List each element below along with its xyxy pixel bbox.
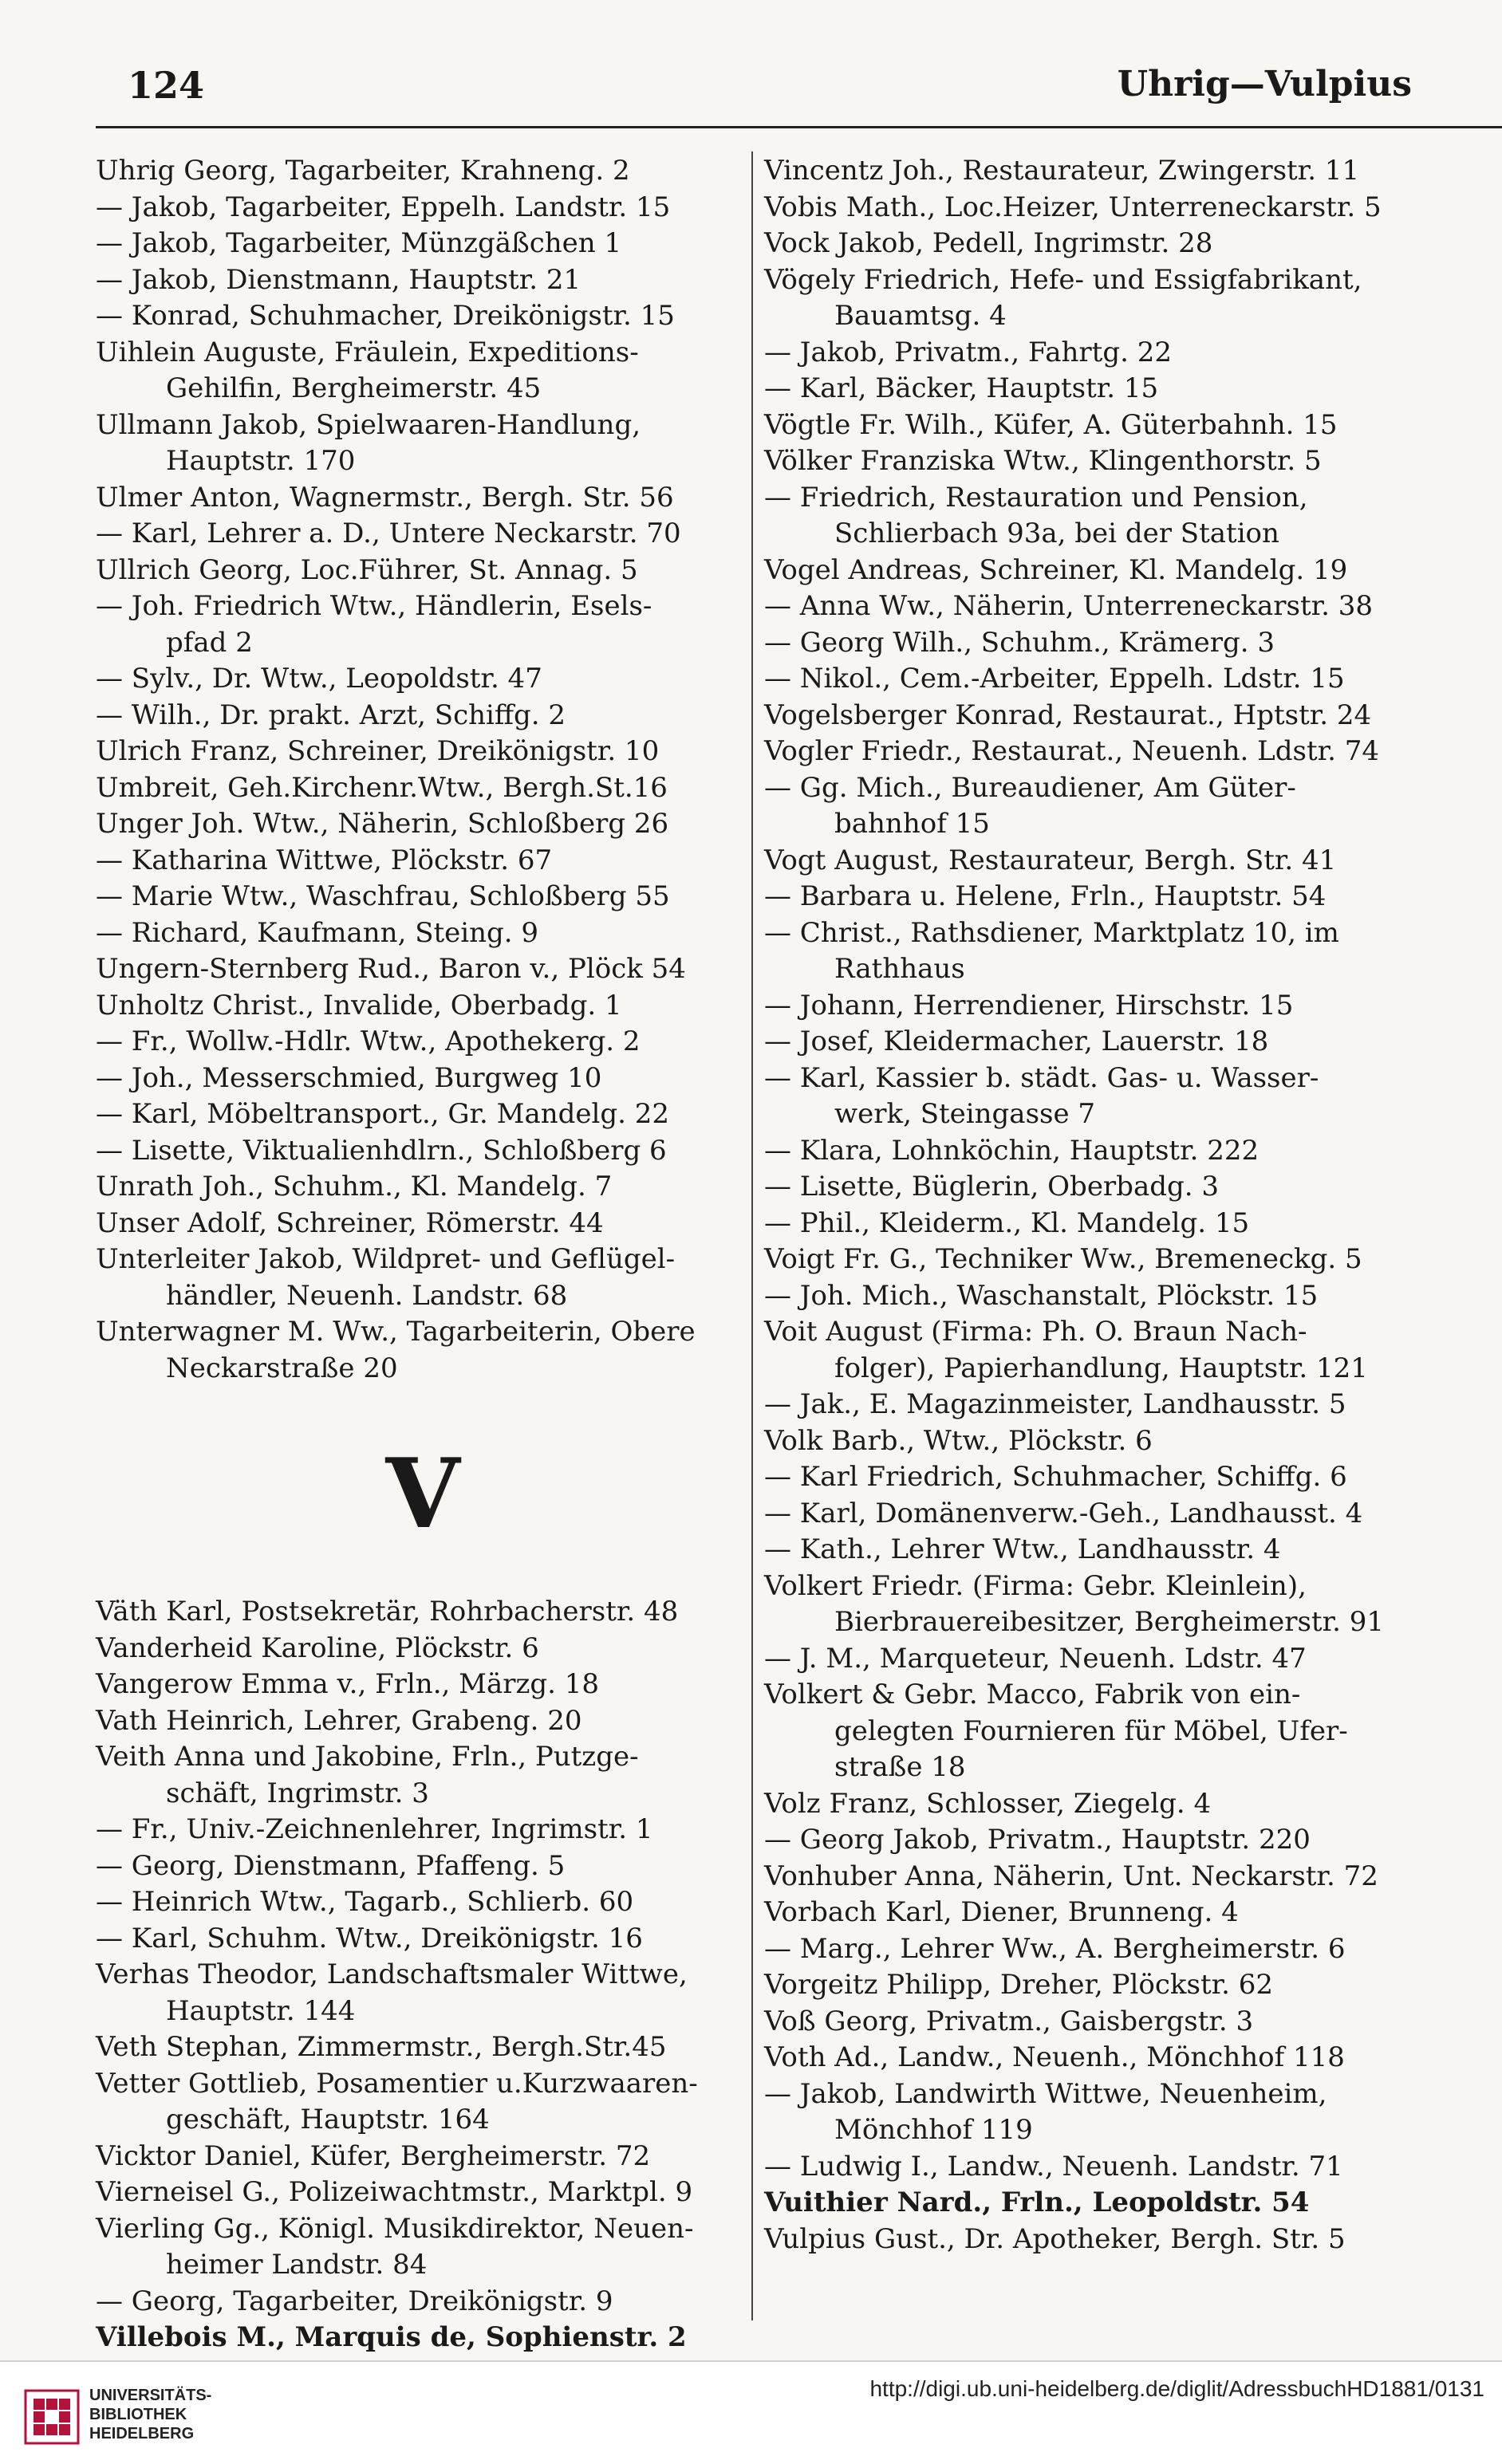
directory-entry (764, 1242, 1402, 1278)
directory-entry (96, 843, 750, 880)
entry-text: Unterwagner M. Ww., Tagarbeiterin, Obere (96, 1316, 696, 1348)
entry-text: — Katharina Wittwe, Plöckstr. 67 (96, 844, 553, 876)
entry-text: — Klara, Lohnköchin, Hauptstr. 222 (764, 1134, 1260, 1167)
directory-entry (96, 190, 750, 226)
directory-entry (764, 1931, 1402, 1968)
entry-text: — Nikol., Cem.-Arbeiter, Eppelh. Ldstr. 15 (764, 663, 1345, 695)
entry-continuation: händler, Neuenh. Landstr. 68 (166, 1279, 568, 1312)
entry-text: Vanderheid Karoline, Plöckstr. 6 (96, 1632, 539, 1664)
directory-entry (764, 190, 1402, 226)
directory-entry (96, 1848, 750, 1885)
entry-text: Voigt Fr. G., Techniker Ww., Bremeneckg. 5 (764, 1243, 1362, 1275)
entry-continuation: bahnhof 15 (834, 808, 990, 840)
column-divider (751, 152, 753, 2320)
entry-text: Vath Heinrich, Lehrer, Grabeng. 20 (96, 1704, 582, 1737)
entry-text: Ulmer Anton, Wagnermstr., Bergh. Str. 56 (96, 481, 674, 514)
entry-text: — Joh. Mich., Waschanstalt, Plöckstr. 15 (764, 1279, 1319, 1312)
entry-text: Vierling Gg., Königl. Musikdirektor, Neuen- (96, 2212, 694, 2245)
directory-entry (96, 770, 750, 807)
entry-text: Vangerow Emma v., Frln., Märzg. 18 (96, 1668, 600, 1700)
entry-continuation: Rathhaus (834, 953, 965, 985)
entry-text: — Marg., Lehrer Ww., A. Bergheimerstr. 6 (764, 1932, 1346, 1965)
entry-text: — Georg, Dienstmann, Pfaffeng. 5 (96, 1849, 566, 1882)
entry-text: Unterleiter Jakob, Wildpret- und Geflügel- (96, 1243, 676, 1275)
entry-continuation: werk, Steingasse 7 (834, 1098, 1096, 1130)
directory-entry (96, 588, 750, 661)
directory-entry (96, 1739, 750, 1812)
directory-entry (96, 262, 750, 299)
directory-entry (764, 153, 1402, 190)
entry-continuation: geschäft, Hauptstr. 164 (166, 2104, 490, 2135)
entry-continuation: Bierbrauereibesitzer, Bergheimerstr. 91 (834, 1606, 1384, 1638)
right-column (764, 153, 1402, 2257)
entry-text: Vincentz Joh., Restaurateur, Zwingerstr. 11 (764, 155, 1360, 187)
directory-entry (96, 2029, 750, 2066)
entry-text: — Karl, Kassier b. städt. Gas- u. Wasser- (764, 1061, 1319, 1094)
directory-entry (96, 1957, 750, 2029)
directory-entry (764, 371, 1402, 407)
entry-text: — Jakob, Landwirth Wittwe, Neuenheim, (764, 2077, 1327, 2110)
entry-text: — Johann, Herrendiener, Hirschstr. 15 (764, 989, 1294, 1021)
directory-entry (96, 1884, 750, 1921)
directory-entry (764, 2076, 1402, 2149)
directory-entry (764, 1387, 1402, 1423)
directory-entry (96, 516, 750, 553)
directory-entry (96, 806, 750, 843)
entry-continuation: heimer Landstr. 84 (166, 2249, 428, 2281)
directory-entry (96, 1242, 750, 1314)
entry-text: Vorbach Karl, Diener, Brunneng. 4 (764, 1896, 1239, 1928)
library-name-line: BIBLIOTHEK (89, 2406, 187, 2423)
directory-entry (764, 407, 1402, 444)
directory-entry (764, 698, 1402, 734)
directory-entry (96, 226, 750, 262)
directory-entry (96, 1812, 750, 1848)
directory-entry (96, 553, 750, 589)
directory-entry (764, 262, 1402, 335)
entry-text: Vonhuber Anna, Näherin, Unt. Neckarstr. 72 (764, 1860, 1378, 1892)
directory-entry (96, 1314, 750, 1387)
directory-entry (764, 1278, 1402, 1315)
entry-continuation: schäft, Ingrimstr. 3 (166, 1777, 429, 1809)
entry-text: — Richard, Kaufmann, Steing. 9 (96, 916, 539, 949)
directory-entry (764, 661, 1402, 698)
directory-entry (96, 2320, 750, 2356)
directory-entry (764, 553, 1402, 589)
entry-text: — Jakob, Dienstmann, Hauptstr. 21 (96, 263, 581, 296)
entry-text: Villebois M., Marquis de, Sophienstr. 2 (96, 2321, 687, 2353)
entry-text: — Jakob, Tagarbeiter, Eppelh. Landstr. 15 (96, 191, 671, 223)
directory-entry (764, 1061, 1402, 1133)
directory-entry (764, 1423, 1402, 1460)
right-entries (764, 153, 1402, 2257)
entry-text: — Karl, Bäcker, Hauptstr. 15 (764, 372, 1159, 404)
footer (0, 2360, 1502, 2464)
entry-text: — Phil., Kleiderm., Kl. Mandelg. 15 (764, 1206, 1250, 1239)
entry-text: Volkert Friedr. (Firma: Gebr. Kleinlein), (764, 1569, 1307, 1602)
entry-text: Unholtz Christ., Invalide, Oberbadg. 1 (96, 989, 622, 1021)
directory-entry (764, 1314, 1402, 1387)
directory-entry (764, 915, 1402, 988)
entry-text: — Marie Wtw., Waschfrau, Schloßberg 55 (96, 880, 670, 912)
directory-entry (96, 1631, 750, 1667)
directory-entry (96, 1667, 750, 1703)
header-rule (96, 126, 1502, 128)
entry-text: Vögtle Fr. Wilh., Küfer, A. Güterbahnh. 15 (764, 408, 1338, 441)
directory-entry (96, 407, 750, 480)
entry-text: Ulrich Franz, Schreiner, Dreikönigstr. 10 (96, 735, 660, 767)
entry-text: Unrath Joh., Schuhm., Kl. Mandelg. 7 (96, 1171, 613, 1202)
entry-text: Vogel Andreas, Schreiner, Kl. Mandelg. 19 (764, 553, 1348, 586)
directory-entry (96, 298, 750, 335)
entry-text: Volk Barb., Wtw., Plöckstr. 6 (764, 1424, 1153, 1457)
entry-text: Vogelsberger Konrad, Restaurat., Hptstr. 24 (764, 699, 1372, 731)
directory-entry (96, 480, 750, 517)
entry-text: — Sylv., Dr. Wtw., Leopoldstr. 47 (96, 663, 542, 695)
directory-entry (764, 1859, 1402, 1895)
entry-text: — Jakob, Privatm., Fahrtg. 22 (764, 336, 1172, 368)
directory-entry (764, 1206, 1402, 1242)
entry-text: Ullmann Jakob, Spielwaaren-Handlung, (96, 408, 641, 441)
entry-continuation: pfad 2 (166, 626, 253, 659)
entry-text: Vetter Gottlieb, Posamentier u.Kurzwaaren- (96, 2067, 698, 2100)
directory-entry (96, 2139, 750, 2175)
entry-text: — Lisette, Büglerin, Oberbadg. 3 (764, 1171, 1219, 1202)
entry-text: Völker Franziska Wtw., Klingenthorstr. 5 (764, 445, 1322, 477)
entry-text: — Georg Jakob, Privatm., Hauptstr. 220 (764, 1824, 1311, 1856)
entry-text: — Heinrich Wtw., Tagarb., Schlierb. 60 (96, 1886, 634, 1918)
library-name (89, 2386, 211, 2443)
directory-entry (764, 1133, 1402, 1170)
entry-continuation: Schlierbach 93a, bei der Station (834, 518, 1279, 549)
entry-text: Vierneisel G., Polizeiwachtmstr., Marktpl. 9 (96, 2176, 693, 2208)
directory-entry (764, 879, 1402, 915)
entry-continuation: Neckarstraße 20 (166, 1352, 398, 1384)
entry-continuation: Hauptstr. 144 (166, 1994, 356, 2027)
directory-entry (96, 335, 750, 407)
entry-text: Uhrig Georg, Tagarbeiter, Krahneng. 2 (96, 155, 630, 187)
entry-text: Unger Joh. Wtw., Näherin, Schloßberg 26 (96, 808, 669, 840)
entry-text: Vulpius Gust., Dr. Apotheker, Bergh. Str. 5 (764, 2222, 1346, 2255)
entry-text: — Ludwig I., Landw., Neuenh. Landstr. 71 (764, 2150, 1343, 2183)
directory-entry (764, 1024, 1402, 1061)
directory-entry (764, 734, 1402, 770)
directory-entry (764, 588, 1402, 625)
directory-entry (96, 1206, 750, 1242)
entry-continuation: Hauptstr. 170 (166, 445, 356, 477)
directory-entry (96, 988, 750, 1025)
entry-continuation: folger), Papierhandlung, Hauptstr. 121 (834, 1352, 1368, 1384)
directory-entry (764, 335, 1402, 372)
section-letter-v: V (385, 1438, 460, 1550)
entry-text: — Kath., Lehrer Wtw., Landhausstr. 4 (764, 1533, 1281, 1565)
entry-text: Vuithier Nard., Frln., Leopoldstr. 54 (764, 2187, 1310, 2218)
directory-entry (96, 1703, 750, 1740)
directory-entry (764, 2185, 1402, 2222)
entry-text: — Georg Wilh., Schuhm., Krämerg. 3 (764, 626, 1275, 659)
directory-entry (764, 1641, 1402, 1678)
left-entries-v (96, 1594, 750, 2392)
directory-entry (96, 1594, 750, 1631)
directory-entry (96, 153, 750, 190)
entry-text: Vicktor Daniel, Küfer, Bergheimerstr. 72 (96, 2139, 651, 2172)
directory-entry (764, 1459, 1402, 1496)
entry-continuation: Bauamtsg. 4 (834, 300, 1007, 332)
university-library-logo-icon (24, 2389, 80, 2445)
entry-text: — Konrad, Schuhmacher, Dreikönigstr. 15 (96, 300, 675, 332)
directory-entry (764, 226, 1402, 262)
directory-entry (764, 625, 1402, 662)
entry-text: — Karl, Domänenverw.-Geh., Landhausst. 4 (764, 1497, 1363, 1529)
entry-text: — Joh. Friedrich Wtw., Händlerin, Esels- (96, 590, 652, 622)
directory-entry (764, 2004, 1402, 2041)
entry-text: — J. M., Marqueteur, Neuenh. Ldstr. 47 (764, 1642, 1307, 1675)
entry-text: — Barbara u. Helene, Frln., Hauptstr. 54 (764, 880, 1327, 912)
library-name-line: HEIDELBERG (89, 2425, 195, 2442)
entry-text: Volz Franz, Schlosser, Ziegelg. 4 (764, 1787, 1212, 1820)
directory-entry (764, 843, 1402, 880)
entry-text: — Wilh., Dr. prakt. Arzt, Schiffg. 2 (96, 699, 566, 731)
entry-text: Vogt August, Restaurateur, Bergh. Str. 41 (764, 844, 1337, 876)
entry-text: Vobis Math., Loc.Heizer, Unterreneckarstr. 5 (764, 191, 1382, 223)
directory-entry (764, 1822, 1402, 1859)
directory-entry (764, 1532, 1402, 1569)
entry-text: — Fr., Univ.-Zeichnenlehrer, Ingrimstr. 1 (96, 1813, 653, 1845)
directory-entry (764, 1786, 1402, 1823)
entry-text: Vorgeitz Philipp, Dreher, Plöckstr. 62 (764, 1969, 1273, 2001)
directory-entry (96, 698, 750, 734)
directory-entry (764, 1967, 1402, 2004)
directory-entry (764, 2222, 1402, 2258)
entry-text: Uihlein Auguste, Fräulein, Expeditions- (96, 336, 639, 368)
directory-entry (96, 915, 750, 952)
entry-text: — Georg, Tagarbeiter, Dreikönigstr. 9 (96, 2285, 613, 2317)
entry-text: — Friedrich, Restauration und Pension, (764, 481, 1308, 514)
directory-entry (96, 1133, 750, 1170)
directory-entry (96, 1169, 750, 1206)
entry-text: — Lisette, Viktualienhdlrn., Schloßberg 6 (96, 1134, 667, 1167)
entry-continuation: straße 18 (834, 1751, 966, 1783)
directory-entry (96, 879, 750, 915)
directory-entry (764, 1677, 1402, 1786)
directory-entry (96, 1921, 750, 1958)
entry-text: Vögely Friedrich, Hefe- und Essigfabrikant, (764, 263, 1362, 296)
entry-text: — Josef, Kleidermacher, Lauerstr. 18 (764, 1025, 1269, 1057)
entry-text: Voß Georg, Privatm., Gaisbergstr. 3 (764, 2005, 1254, 2037)
directory-entry (96, 2284, 750, 2320)
entry-text: — Anna Ww., Näherin, Unterreneckarstr. 38 (764, 590, 1374, 622)
entry-text: — Fr., Wollw.-Hdlr. Wtw., Apothekerg. 2 (96, 1025, 641, 1057)
entry-text: Voit August (Firma: Ph. O. Braun Nach- (764, 1316, 1307, 1348)
library-name-line: UNIVERSITÄTS- (89, 2387, 212, 2404)
directory-entry (764, 1895, 1402, 1931)
directory-entry (96, 2175, 750, 2211)
running-title: Uhrig—Vulpius (1117, 64, 1412, 104)
directory-entry (96, 661, 750, 698)
entry-text: — Christ., Rathsdiener, Marktplatz 10, im (764, 916, 1339, 949)
entry-text: Ullrich Georg, Loc.Führer, St. Annag. 5 (96, 553, 638, 586)
entry-text: Voth Ad., Landw., Neuenh., Mönchhof 118 (764, 2041, 1345, 2073)
directory-entry (764, 2149, 1402, 2186)
entry-text: Umbreit, Geh.Kirchenr.Wtw., Bergh.St.16 (96, 771, 668, 804)
page-number: 124 (128, 64, 205, 107)
directory-entry (764, 1496, 1402, 1533)
directory-entry (96, 734, 750, 770)
entry-text: Veth Stephan, Zimmermstr., Bergh.Str.45 (96, 2031, 667, 2063)
entry-continuation: Gehilfin, Bergheimerstr. 45 (166, 372, 542, 404)
entry-text: Verhas Theodor, Landschaftsmaler Wittwe, (96, 1958, 688, 1990)
directory-entry (764, 988, 1402, 1025)
directory-entry (764, 443, 1402, 480)
permalink-url[interactable]: http://digi.ub.uni-heidelberg.de/diglit/AdressbuchHD1881/0131 (869, 2376, 1484, 2401)
directory-entry (96, 1024, 750, 1061)
entry-text: Unser Adolf, Schreiner, Römerstr. 44 (96, 1206, 604, 1239)
entry-continuation: Mönchhof 119 (834, 2114, 1033, 2146)
entry-text: — Karl, Schuhm. Wtw., Dreikönigstr. 16 (96, 1922, 643, 1954)
directory-entry (96, 1096, 750, 1133)
entry-text: Veith Anna und Jakobine, Frln., Putzge- (96, 1741, 639, 1773)
entry-text: — Karl, Lehrer a. D., Untere Neckarstr. 70 (96, 518, 681, 549)
entry-text: Väth Karl, Postsekretär, Rohrbacherstr. 48 (96, 1596, 679, 1628)
entry-text: Vogler Friedr., Restaurat., Neuenh. Ldstr. 74 (764, 735, 1380, 767)
directory-entry (96, 951, 750, 988)
left-entries-u (96, 153, 750, 1387)
directory-entry (764, 480, 1402, 553)
directory-entry (764, 770, 1402, 843)
directory-entry (764, 1169, 1402, 1206)
directory-entry (764, 2040, 1402, 2076)
entry-text: — Karl Friedrich, Schuhmacher, Schiffg. 6 (764, 1461, 1347, 1493)
page-header (96, 56, 1436, 120)
entry-text: — Gg. Mich., Bureaudiener, Am Güter- (764, 771, 1296, 804)
left-column (96, 153, 750, 2392)
entry-text: — Jakob, Tagarbeiter, Münzgäßchen 1 (96, 227, 622, 259)
directory-entry (764, 1569, 1402, 1641)
entry-text: Volkert & Gebr. Macco, Fabrik von ein- (764, 1679, 1301, 1710)
entry-continuation: gelegten Fournieren für Möbel, Ufer- (834, 1714, 1348, 1747)
entry-text: — Jak., E. Magazinmeister, Landhausstr. 5 (764, 1388, 1346, 1420)
directory-entry (96, 1061, 750, 1097)
entry-text: Ungern-Sternberg Rud., Baron v., Plöck 54 (96, 953, 686, 985)
directory-entry (96, 2066, 750, 2139)
directory-entry (96, 2211, 750, 2284)
entry-text: — Karl, Möbeltransport., Gr. Mandelg. 22 (96, 1098, 670, 1130)
entry-text: — Joh., Messerschmied, Burgweg 10 (96, 1061, 602, 1094)
entry-text: Vock Jakob, Pedell, Ingrimstr. 28 (764, 227, 1213, 259)
